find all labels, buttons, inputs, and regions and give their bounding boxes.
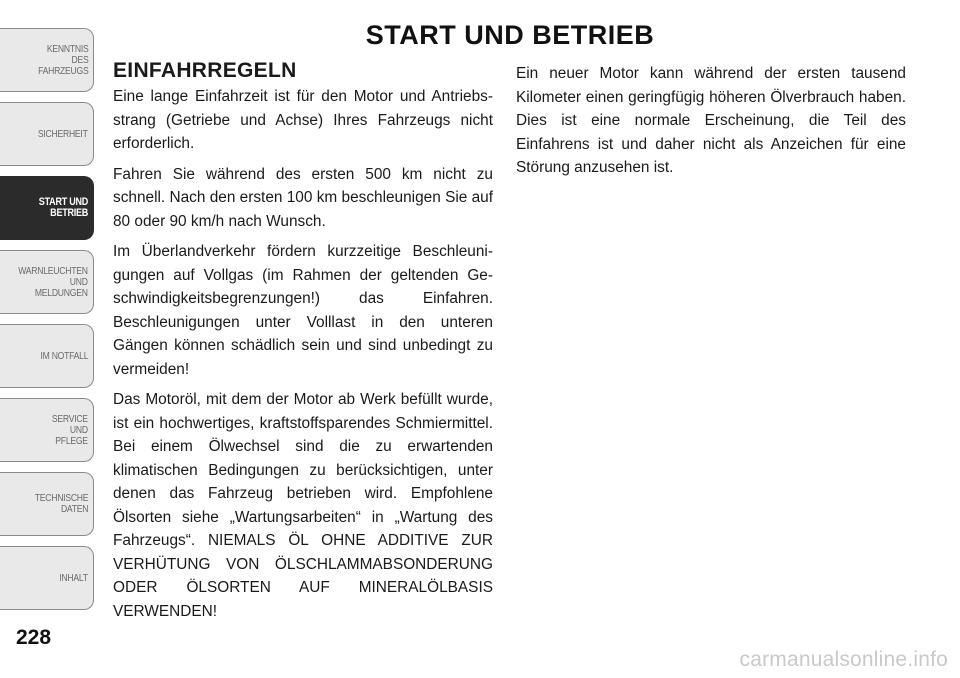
tab-technische-daten[interactable] [0, 472, 94, 536]
tab-label: KENNTNIS DES FAHRZEUGS [37, 42, 88, 77]
tab-label: IM NOTFALL [40, 349, 88, 362]
chapter-title: START UND BETRIEB [365, 20, 655, 50]
paragraph: Fahren Sie während des ersten 500 km nicht zu schnell. Nach den ersten 100 km beschleunigen Sie auf 80 oder 90 km/h nach Wunsch. [113, 165, 493, 230]
tab-label: INHALT [59, 571, 88, 584]
left-column [113, 58, 493, 630]
tab-inhalt[interactable] [0, 546, 94, 610]
paragraph: Im Überlandverkehr fördern kurzzeitige Beschleunigungen auf Vollgas (im Rahmen der geltenden Geschwindigkeitsbegrenzungen!) das Einfahren. Beschleunigungen unter Volllast in den unteren Gängen können schädlich sein und sind unbedingt zu vermeiden! [113, 243, 493, 378]
paragraph: Ein neuer Motor kann während der ersten tausend Kilometer einen geringfügig höheren Ölverbrauch haben. Dies ist eine normale Erscheinung, die Teil des Einfahrens ist und daher nicht als Anzeichen für eine Störung anzusehen ist. [516, 65, 906, 176]
tab-sicherheit[interactable] [0, 102, 94, 166]
tab-label: SERVICE UND PFLEGE [52, 412, 88, 447]
tab-label: TECHNISCHE DATEN [34, 492, 88, 515]
tab-warnleuchten-und-meldungen[interactable] [0, 250, 94, 314]
watermark: carmanualsonline.info [739, 648, 948, 671]
tab-label: START UND BETRIEB [38, 196, 88, 219]
tab-im-notfall[interactable] [0, 324, 94, 388]
right-column [516, 62, 906, 187]
tab-kenntnis-des-fahrzeugs[interactable] [0, 28, 94, 92]
tab-label: WARNLEUCHTEN UND MELDUNGEN [18, 264, 88, 299]
page-number: 228 [16, 626, 52, 649]
section-heading: EINFAHRREGELN [113, 59, 297, 82]
paragraph: Das Motoröl, mit dem der Motor ab Werk befüllt wurde, ist ein hochwertiges, kraftstoffsparendes Schmiermittel. Bei einem Ölwechsel sind die zu erwartenden klimatischen Bedingungen zu berücksichtigen, unter denen das Fahrzeug betrieben wird. Empfohlene Ölsorten siehe „Wartungsarbeiten“ in „Wartung des Fahrzeugs“. NIEMALS ÖL OHNE ADDITIVE ZUR VERHÜTUNG VON ÖLSCHLAMMABSONDERUNG ODER ÖLSORTEN AUF MINERALÖLBASIS VERWENDEN! [113, 391, 493, 620]
tab-label: SICHERHEIT [38, 127, 88, 140]
tab-service-und-pflege[interactable] [0, 398, 94, 462]
paragraph: Eine lange Einfahrzeit ist für den Motor und Antriebsstrang (Getriebe und Achse) Ihres Fahrzeugs nicht erforderlich. [113, 88, 493, 152]
tab-start-und-betrieb[interactable] [0, 176, 94, 240]
